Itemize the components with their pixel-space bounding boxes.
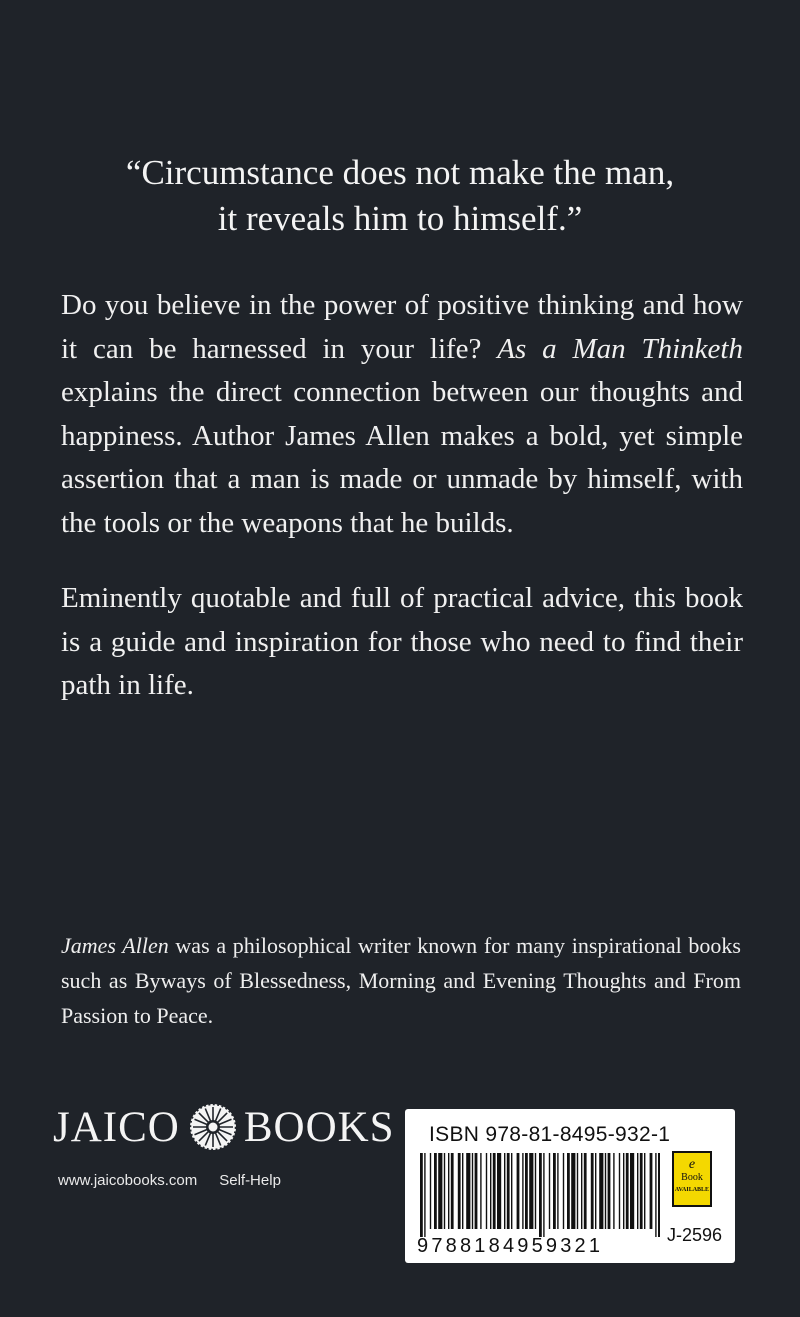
barcode-bar (543, 1153, 544, 1237)
barcode-bar (549, 1153, 550, 1229)
quote-line-1: “Circumstance does not make the man, (125, 153, 675, 192)
publisher-name-right: BOOKS (243, 1103, 395, 1151)
barcode-bar (567, 1153, 570, 1229)
barcode-bar (475, 1153, 478, 1229)
pull-quote (0, 150, 800, 242)
ebook-word: Book (681, 1172, 703, 1183)
barcode-bar (577, 1153, 578, 1229)
barcode-bar (493, 1153, 496, 1229)
publisher-logo (53, 1102, 395, 1152)
barcode-bar (472, 1153, 473, 1229)
barcode-bar (507, 1153, 510, 1229)
barcode-bar (504, 1153, 505, 1229)
barcode-bar (434, 1153, 437, 1229)
barcode-panel (405, 1109, 735, 1263)
barcode-bar (448, 1153, 449, 1229)
book-title: As a Man Thinketh (497, 332, 743, 365)
barcode-bar (438, 1153, 442, 1229)
barcode-bar (557, 1153, 558, 1229)
barcode-bar (430, 1153, 431, 1229)
barcode-bar (497, 1153, 501, 1229)
quote-line-2: it reveals him to himself.” (217, 199, 583, 238)
barcode-bar (591, 1153, 594, 1229)
barcode-digits: 9788184959321 (417, 1235, 604, 1257)
barcode-bar (630, 1153, 634, 1229)
barcode-bar (462, 1153, 463, 1229)
barcode-bar (605, 1153, 606, 1229)
barcode-bar (529, 1153, 533, 1229)
barcode (420, 1153, 660, 1237)
barcode-bar (517, 1153, 520, 1229)
barcode-bar (613, 1153, 614, 1229)
description-text-1a: Do you believe in the power of positive thinking and how it can be harnessed in your life? (61, 289, 743, 365)
barcode-bar (480, 1153, 481, 1229)
author-bio-text: was a philosophical writer known for many inspirational books such as Byways of Blessedness, Morning and Evening Thoughts and From Passion to Peace. (61, 933, 741, 1028)
author-bio (61, 928, 741, 1033)
barcode-bar (581, 1153, 582, 1229)
publisher-footer (58, 1172, 281, 1189)
product-code: J-2596 (667, 1225, 723, 1245)
barcode-bar (444, 1153, 445, 1229)
isbn-text: ISBN 978-81-8495-932-1 (429, 1123, 671, 1146)
ebook-letter: e (688, 1157, 696, 1172)
barcode-bar (539, 1153, 542, 1237)
barcode-bar (535, 1153, 536, 1229)
sun-emblem-icon (188, 1102, 238, 1152)
ebook-status: AVAILABLE (674, 1187, 710, 1193)
description-paragraph-2: Eminently quotable and full of practical advice, this book is a guide and inspiration for those who need to find their path in life. (61, 582, 743, 701)
barcode-bar (584, 1153, 587, 1229)
barcode-bar (451, 1153, 454, 1229)
barcode-bar (511, 1153, 512, 1229)
barcode-bar (563, 1153, 564, 1229)
barcode-bar (486, 1153, 487, 1229)
barcode-bar (466, 1153, 470, 1229)
barcode-bar (458, 1153, 461, 1229)
barcode-bar (595, 1153, 596, 1229)
barcode-bar (655, 1153, 656, 1237)
barcode-bar (420, 1153, 423, 1237)
barcode-bar (658, 1153, 660, 1237)
barcode-bar (490, 1153, 491, 1229)
barcode-bar (650, 1153, 653, 1229)
description-text-1b: explains the direct connection between our thoughts and happiness. Author James Allen makes a bold, yet simple assertion that a man is made or unmade by himself, with the tools or the weapons that he builds. (61, 376, 743, 539)
barcode-bar (608, 1153, 611, 1229)
publisher-name-left: JAICO (53, 1103, 180, 1151)
barcode-bar (626, 1153, 629, 1229)
genre-label: Self-Help (219, 1172, 281, 1189)
barcode-bar (640, 1153, 643, 1229)
barcode-bar (522, 1153, 523, 1229)
publisher-website: www.jaicobooks.com (58, 1172, 198, 1189)
barcode-bar (637, 1153, 638, 1229)
barcode-bar (623, 1153, 624, 1229)
barcode-bar (553, 1153, 556, 1229)
barcode-bar (619, 1153, 620, 1229)
barcode-bar (644, 1153, 645, 1229)
author-name: James Allen (61, 933, 169, 958)
barcode-bar (525, 1153, 528, 1229)
barcode-bar (424, 1153, 425, 1237)
barcode-bar (599, 1153, 603, 1229)
description-paragraph-1 (61, 284, 743, 545)
barcode-bar (571, 1153, 575, 1229)
ebook-available-badge (672, 1151, 712, 1207)
